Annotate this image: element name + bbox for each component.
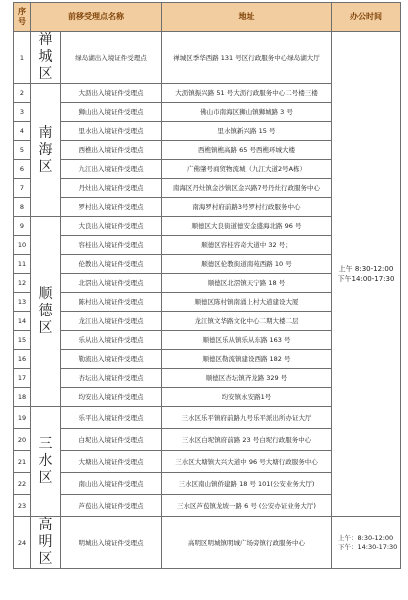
row-name: 芦苞出入境证件受理点 xyxy=(61,495,162,517)
row-name: 均安出入境证件受理点 xyxy=(61,388,162,407)
row-seq: 12 xyxy=(14,274,31,293)
row-seq: 14 xyxy=(14,312,31,331)
row-name: 陈村出入境证件受理点 xyxy=(61,293,162,312)
row-address: 均安镇永安路1号 xyxy=(162,388,332,407)
district-nanhai: 南海区 xyxy=(31,84,61,217)
row-name: 丹灶出入境证件受理点 xyxy=(61,179,162,198)
row-name: 伦教出入境证件受理点 xyxy=(61,255,162,274)
district-gaoming: 高明区 xyxy=(31,517,61,569)
row-name: 狮山出入境证件受理点 xyxy=(61,103,162,122)
row-seq: 15 xyxy=(14,331,31,350)
row-name: 南山出入境证件受理点 xyxy=(61,473,162,495)
row-address: 三水区白坭镇府前路 23 号白坭行政服务中心 xyxy=(162,429,332,451)
row-seq: 20 xyxy=(14,429,31,451)
row-name: 容桂出入境证件受理点 xyxy=(61,236,162,255)
row-seq: 19 xyxy=(14,407,31,429)
district-shunde: 顺德区 xyxy=(31,217,61,407)
row-address: 顺德区伦教街道南苑西路 10 号 xyxy=(162,255,332,274)
row-address: 佛山市南海区狮山镇狮城路 3 号 xyxy=(162,103,332,122)
row-address: 三水区乐平镇府前路九号乐平派出所办证大厅 xyxy=(162,407,332,429)
row-address: 顺德区陈村镇南涌上村大道建设大厦 xyxy=(162,293,332,312)
row-seq: 22 xyxy=(14,473,31,495)
row-name: 乐从出入境证件受理点 xyxy=(61,331,162,350)
row-seq: 11 xyxy=(14,255,31,274)
row-address: 广佛肇号商贸物流城（九江大道2号A栋） xyxy=(162,160,332,179)
hours-am: 上午 8:30-12:00 xyxy=(338,265,394,273)
row-address: 三水区大塘镇大兴大道中 96 号大塘行政服务中心 xyxy=(162,451,332,473)
service-points-table xyxy=(13,2,401,569)
row-seq: 10 xyxy=(14,236,31,255)
row-name: 白坭出入境证件受理点 xyxy=(61,429,162,451)
row-address: 顺德区容桂容奇大道中 32 号； xyxy=(162,236,332,255)
row-seq: 24 xyxy=(14,517,31,569)
table-header-row xyxy=(14,3,401,32)
row-address: 南海区丹灶镇金沙镇区金兴路7号丹灶行政服务中心 xyxy=(162,179,332,198)
row-seq: 6 xyxy=(14,160,31,179)
row-name: 罗村出入境证件受理点 xyxy=(61,198,162,217)
row-address: 顺德区大良街道德安金盛海北路 96 号 xyxy=(162,217,332,236)
row-address: 里水镇新兴路 15 号 xyxy=(162,122,332,141)
row-seq: 17 xyxy=(14,369,31,388)
row-name: 大良出入境证件受理点 xyxy=(61,217,162,236)
table-row xyxy=(14,32,401,84)
row-name: 里水出入境证件受理点 xyxy=(61,122,162,141)
row-address: 高明区明城镇明城广场旁镇行政服务中心 xyxy=(162,517,332,569)
row-name: 九江出入境证件受理点 xyxy=(61,160,162,179)
row-name: 勒流出入境证件受理点 xyxy=(61,350,162,369)
row-seq: 18 xyxy=(14,388,31,407)
row-seq: 4 xyxy=(14,122,31,141)
row-name: 西樵出入境证件受理点 xyxy=(61,141,162,160)
header-name: 前移受理点名称 xyxy=(31,3,162,32)
row-address: 顺德区乐从镇乐从东路 163 号 xyxy=(162,331,332,350)
row-name: 大塘出入境证件受理点 xyxy=(61,451,162,473)
row-name: 龙江出入境证件受理点 xyxy=(61,312,162,331)
row-seq: 5 xyxy=(14,141,31,160)
row-address: 三水区南山镇侨建路 18 号 101(公安业务大厅) xyxy=(162,473,332,495)
header-seq: 序号 xyxy=(14,3,31,32)
row-seq: 7 xyxy=(14,179,31,198)
row-seq: 21 xyxy=(14,451,31,473)
row-seq: 2 xyxy=(14,84,31,103)
table-row xyxy=(14,517,401,569)
row-address: 顺德区勒流镇建设西路 182 号 xyxy=(162,350,332,369)
office-hours-cell xyxy=(332,32,401,517)
row-address: 大沥镇振兴路 51 号大沥行政服务中心二号楼三楼 xyxy=(162,84,332,103)
district-sanshui: 三水区 xyxy=(31,407,61,517)
row-seq: 3 xyxy=(14,103,31,122)
row-address: 三水区芦苞镇龙坡一路 6 号 (公安办证业务大厅) xyxy=(162,495,332,517)
header-address: 地址 xyxy=(162,3,332,32)
row-address: 顺德区北滘镇天宁路 18 号 xyxy=(162,274,332,293)
hours-pm: 下午14:00-17:30 xyxy=(337,275,395,283)
row-name: 绿岛湖出入境证件受理点 xyxy=(61,32,162,84)
row-name: 杏坛出入境证件受理点 xyxy=(61,369,162,388)
row-address: 禅城区季华西路 131 号区行政服务中心绿岛湖大厅 xyxy=(162,32,332,84)
row-seq: 1 xyxy=(14,32,31,84)
row-seq: 16 xyxy=(14,350,31,369)
row-seq: 13 xyxy=(14,293,31,312)
row-address: 顺德区杏坛镇齐龙路 329 号 xyxy=(162,369,332,388)
row-seq: 23 xyxy=(14,495,31,517)
row-address: 南海罗村府前路3号罗村行政服务中心 xyxy=(162,198,332,217)
row-name: 大沥出入境证件受理点 xyxy=(61,84,162,103)
row-seq: 8 xyxy=(14,198,31,217)
row-name: 明城出入境证件受理点 xyxy=(61,517,162,569)
district-chancheng: 禅城区 xyxy=(31,32,61,84)
row-seq: 9 xyxy=(14,217,31,236)
row-name: 北滘出入境证件受理点 xyxy=(61,274,162,293)
header-hours: 办公时间 xyxy=(332,3,401,32)
row-address: 龙江镇文华路文化中心二期大楼二层 xyxy=(162,312,332,331)
row-address: 西樵镇樵高路 65 号西樵环城大楼 xyxy=(162,141,332,160)
office-hours-gaoming: 上午：8:30-12:00 下午：14:30-17:30 xyxy=(332,517,401,569)
row-name: 乐平出入境证件受理点 xyxy=(61,407,162,429)
